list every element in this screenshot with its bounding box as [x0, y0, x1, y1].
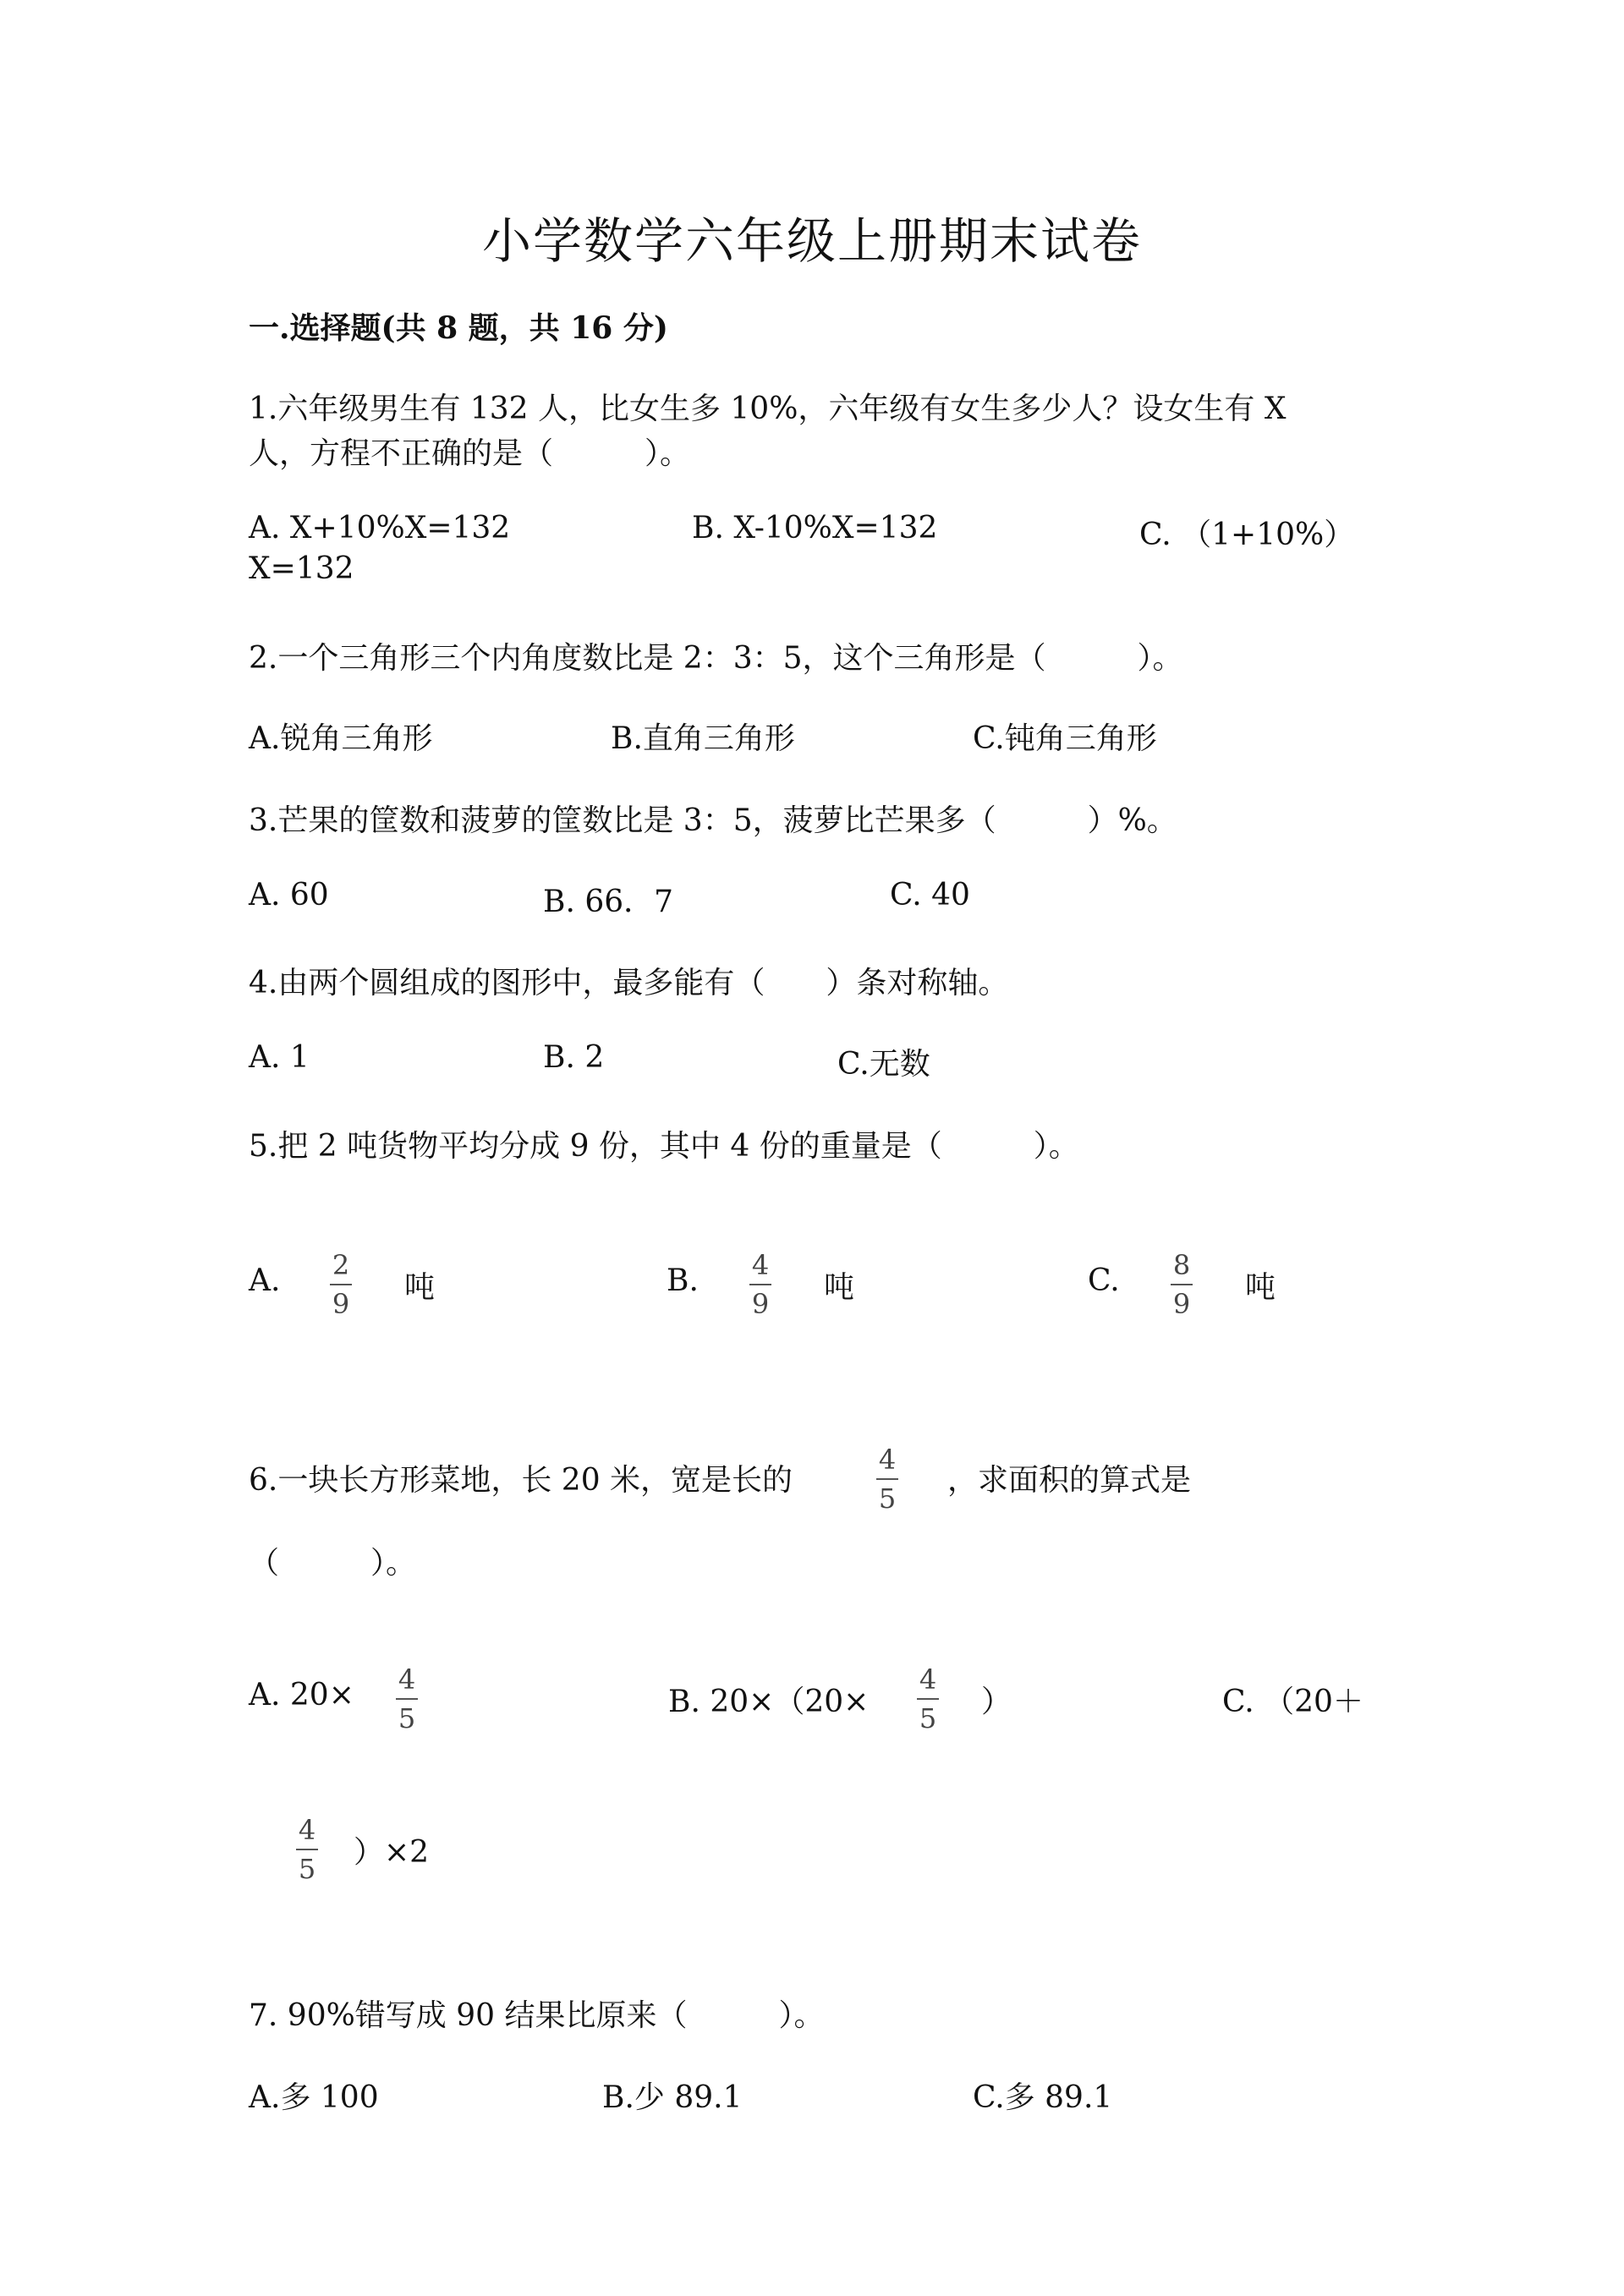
- question-1-line-1: 1.六年级男生有 132 人，比女生多 10%，六年级有女生多少人？设女生有 X: [249, 392, 1287, 426]
- fraction-denominator: 9: [1172, 1288, 1191, 1320]
- question-4-line-1: 4.由两个圆组成的图形中，最多能有（ ）条对称轴。: [249, 966, 1009, 1000]
- fraction-numerator: 4: [878, 1444, 897, 1476]
- question-1-option-a: A. X+10%X=132: [249, 511, 511, 545]
- fraction-bar: [396, 1698, 418, 1700]
- fraction-bar: [917, 1698, 939, 1700]
- question-2-option-b: B.直角三角形: [611, 721, 795, 756]
- question-6-option-b-fraction: [917, 1663, 939, 1734]
- question-6-option-c: C. （20＋: [1222, 1685, 1363, 1719]
- page-title: 小学数学六年级上册期末试卷: [481, 212, 1142, 270]
- question-6-option-c-tail: ）×2: [354, 1835, 430, 1870]
- fraction-denominator: 5: [919, 1702, 937, 1734]
- question-5-option-c-fraction: [1171, 1249, 1193, 1320]
- question-3-line-1: 3.芒果的筐数和菠萝的筐数比是 3：5，菠萝比芒果多（ ）%。: [249, 803, 1177, 838]
- question-3-option-a: A. 60: [249, 878, 329, 912]
- fraction-numerator: 2: [332, 1249, 350, 1281]
- question-5-line-1: 5.把 2 吨货物平均分成 9 份，其中 4 份的重量是（ ）。: [249, 1129, 1079, 1164]
- fraction-denominator: 5: [298, 1853, 316, 1885]
- fraction-denominator: 9: [751, 1288, 770, 1320]
- question-5-option-c-unit: 吨: [1245, 1270, 1276, 1305]
- question-6-fraction: [876, 1444, 898, 1515]
- question-2-option-c: C.钝角三角形: [973, 721, 1157, 756]
- question-6-option-b: B. 20×（20×: [668, 1685, 870, 1719]
- question-1-option-c-continued: X=132: [249, 551, 354, 586]
- question-7-line-1: 7. 90%错写成 90 结果比原来（ ）。: [249, 1998, 825, 2033]
- question-7-option-b: B.少 89.1: [602, 2080, 743, 2115]
- question-5-option-a-label: A.: [249, 1263, 281, 1298]
- question-6-option-b-tail: ）: [981, 1685, 1012, 1719]
- question-6-line-2: （ ）。: [249, 1546, 417, 1581]
- question-4-option-b: B. 2: [543, 1040, 605, 1075]
- question-5-option-a-fraction: [330, 1249, 352, 1320]
- fraction-numerator: 4: [398, 1663, 416, 1696]
- section-heading: 一.选择题(共 8 题，共 16 分): [249, 310, 668, 346]
- question-5-option-c-label: C.: [1088, 1263, 1120, 1298]
- question-6-line-1-start: 6.一块长方形菜地，长 20 米，宽是长的: [249, 1463, 793, 1498]
- question-3-option-b: B. 66．7: [543, 885, 674, 919]
- fraction-denominator: 5: [878, 1482, 897, 1515]
- fraction-bar: [330, 1284, 352, 1285]
- question-1-line-2: 人，方程不正确的是（ ）。: [249, 436, 691, 471]
- fraction-numerator: 4: [919, 1663, 937, 1696]
- fraction-numerator: 4: [298, 1814, 316, 1846]
- question-7-option-a: A.多 100: [249, 2080, 379, 2115]
- fraction-numerator: 8: [1172, 1249, 1191, 1281]
- question-3-option-c: C. 40: [890, 878, 970, 912]
- fraction-denominator: 9: [332, 1288, 350, 1320]
- fraction-bar: [876, 1478, 898, 1480]
- question-4-option-a: A. 1: [249, 1040, 310, 1075]
- question-1-option-c: C. （1+10%）: [1139, 518, 1355, 552]
- question-6-option-a: A. 20×: [249, 1678, 354, 1712]
- question-2-option-a: A.锐角三角形: [249, 721, 433, 756]
- question-6-line-1-end: ，求面积的算式是: [947, 1463, 1192, 1498]
- question-7-option-c: C.多 89.1: [973, 2080, 1113, 2115]
- question-5-option-b-fraction: [749, 1249, 771, 1320]
- question-6-option-a-fraction: [396, 1663, 418, 1734]
- fraction-bar: [1171, 1284, 1193, 1285]
- fraction-bar: [296, 1849, 318, 1850]
- fraction-bar: [749, 1284, 771, 1285]
- question-2-line-1: 2.一个三角形三个内角度数比是 2：3：5，这个三角形是（ ）。: [249, 641, 1183, 676]
- question-5-option-b-label: B.: [667, 1263, 699, 1298]
- question-5-option-a-unit: 吨: [404, 1270, 436, 1305]
- question-1-option-b: B. X-10%X=132: [692, 511, 938, 545]
- question-4-option-c: C.无数: [837, 1047, 930, 1082]
- question-5-option-b-unit: 吨: [824, 1270, 855, 1305]
- fraction-numerator: 4: [751, 1249, 770, 1281]
- question-6-option-c-fraction: [296, 1814, 318, 1885]
- fraction-denominator: 5: [398, 1702, 416, 1734]
